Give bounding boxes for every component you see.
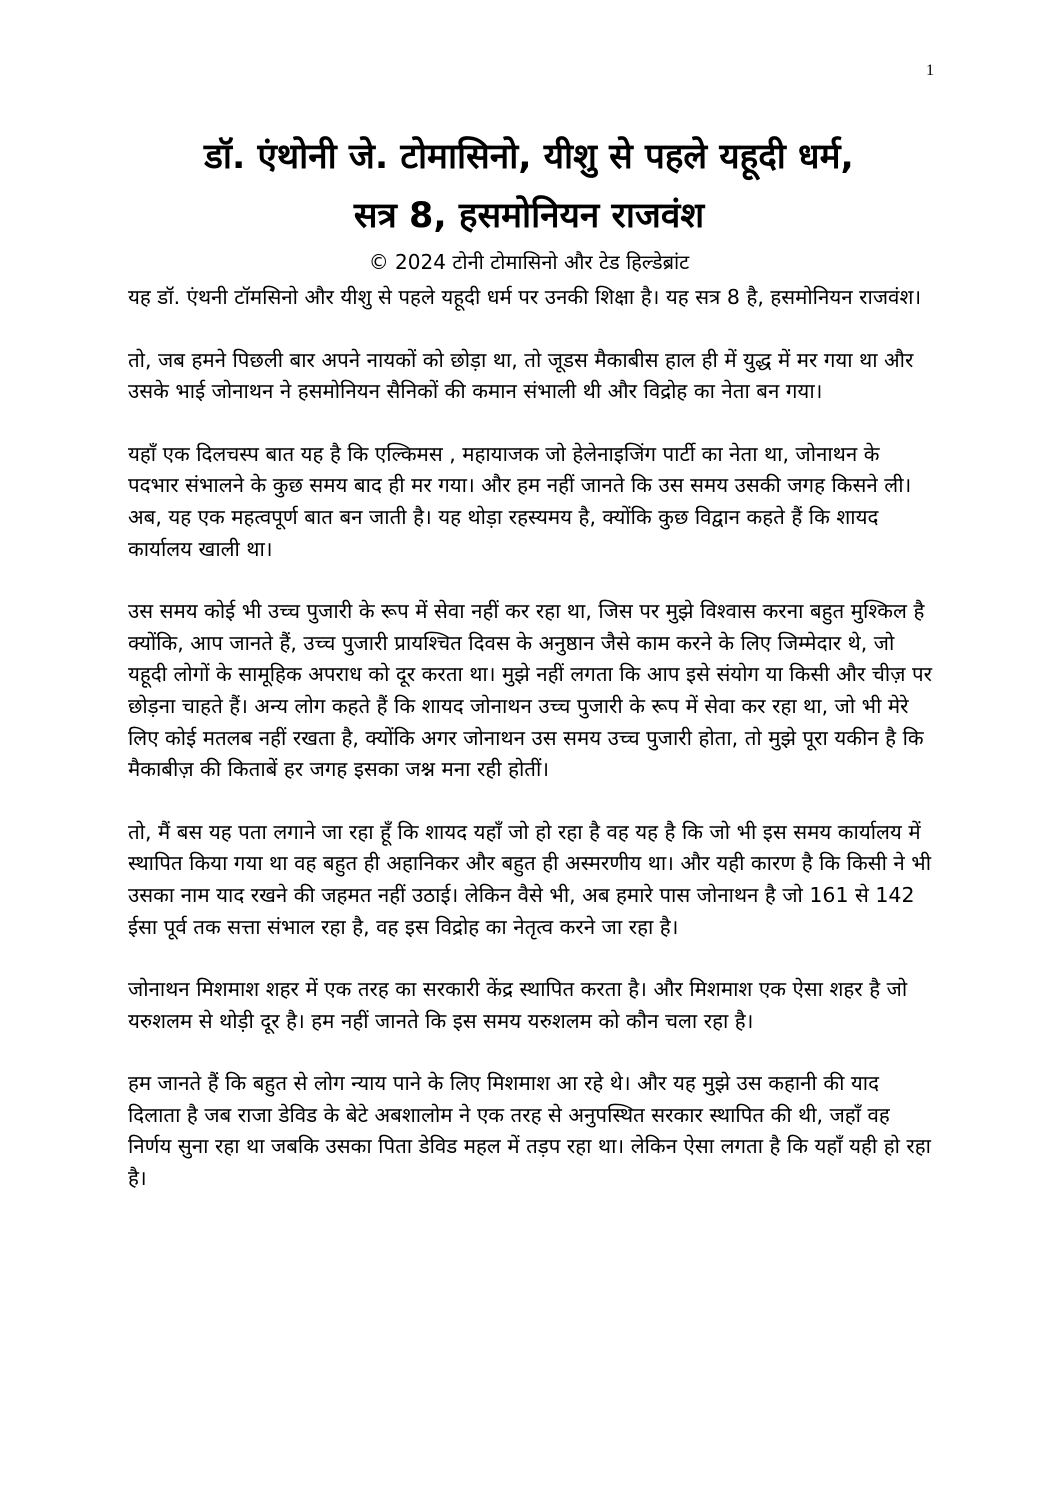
document-header: [120, 128, 938, 278]
paragraph: हम जानते हैं कि बहुत से लोग न्याय पाने के लिए मिशमाश आ रहे थे। और यह मुझे उस कहानी की याद दिलाता है जब राजा डेविड के बेटे अबशालोम ने एक तरह से अनुपस्थित सरकार स्थापित की थी, जहाँ वह निर्णय सुना रहा था जबकि उसका पिता डेविड महल में तड़प रहा था। लेकिन ऐसा लगता है कि यहाँ यही हो रहा है।: [128, 1071, 931, 1191]
paragraph: उस समय कोई भी उच्च पुजारी के रूप में सेवा नहीं कर रहा था, जिस पर मुझे विश्वास करना बहुत मुश्किल है क्योंकि, आप जानते हैं, उच्च पुजारी प्रायश्चित दिवस के अनुष्ठान जैसे काम करने के लिए जिम्मेदार थे, जो यहूदी लोगों के सामूहिक अपराध को दूर करता था। मुझे नहीं लगता कि आप इसे संयोग या किसी और चीज़ पर छोड़ना चाहते हैं। अन्य लोग कहते हैं कि शायद जोनाथन उच्च पुजारी के रूप में सेवा कर रहा था, जो भी मेरे लिए कोई मतलब नहीं रखता है, क्योंकि अगर जोनाथन उस समय उच्च पुजारी होता, तो मुझे पूरा यकीन है कि मैकाबीज़ की किताबें हर जगह इसका जश्न मना रही होतीं।: [128, 599, 932, 782]
title-line-2: सत्र 8, हसमोनियन राजवंश: [353, 196, 705, 236]
page-number: 1: [926, 62, 934, 79]
paragraph: तो, मैं बस यह पता लगाने जा रहा हूँ कि शायद यहाँ जो हो रहा है वह यह है कि जो भी इस समय कार्यालय में स्थापित किया गया था वह बहुत ही अहानिकर और बहुत ही अस्मरणीय था। और यही कारण है कि किसी ने भी उसका नाम याद रखने की जहमत नहीं उठाई। लेकिन वैसे भी, अब हमारे पास जोनाथन है जो 161 से 142 ईसा पूर्व तक सत्ता संभाल रहा है, वह इस विद्रोह का नेतृत्व करने जा रहा है।: [128, 819, 932, 939]
paragraph: यह डॉ. एंथनी टॉमसिनो और यीशु से पहले यहूदी धर्म पर उनकी शिक्षा है। यह सत्र 8 है, हसमोनियन राजवंश।: [128, 285, 922, 309]
document-body: [128, 282, 932, 1226]
copyright-line: © 2024 टोनी टोमासिनो और टेड हिल्डेब्रांट: [368, 250, 690, 274]
paragraph: तो, जब हमने पिछली बार अपने नायकों को छोड़ा था, तो जूडस मैकाबीस हाल ही में युद्ध में मर गया था और उसके भाई जोनाथन ने हसमोनियन सैनिकों की कमान संभाली थी और विद्रोह का नेता बन गया।: [128, 347, 914, 404]
paragraph: यहाँ एक दिलचस्प बात यह है कि एल्किमस , महायाजक जो हेलेनाइजिंग पार्टी का नेता था, जोनाथन के पदभार संभालने के कुछ समय बाद ही मर गया। और हम नहीं जानते कि उस समय उसकी जगह किसने ली। अब, यह एक महत्वपूर्ण बात बन जाती है। यह थोड़ा रहस्यमय है, क्योंकि कुछ विद्वान कहते हैं कि शायद कार्यालय खाली था।: [128, 441, 912, 561]
paragraph: जोनाथन मिशमाश शहर में एक तरह का सरकारी केंद्र स्थापित करता है। और मिशमाश एक ऐसा शहर है जो यरुशलम से थोड़ी दूर है। हम नहीं जानते कि इस समय यरुशलम को कौन चला रहा है।: [128, 977, 908, 1033]
title-line-1: डॉ. एंथोनी जे. टोमासिनो, यीशु से पहले यहूदी धर्म,: [204, 137, 854, 177]
